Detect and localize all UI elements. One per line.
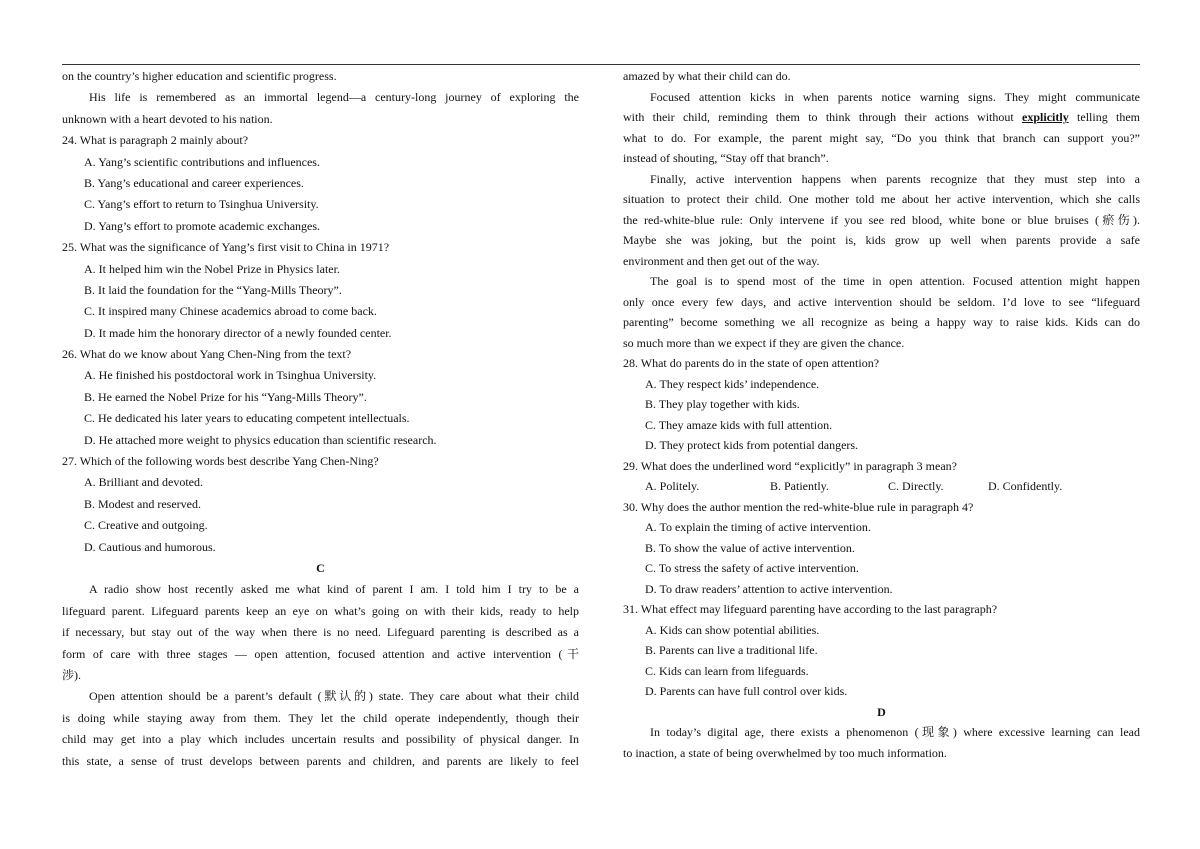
question-option: C. They amaze kids with full attention.	[645, 417, 833, 432]
paragraph-line: to inaction, a state of being overwhelmed by too much information.	[623, 745, 947, 760]
question-option: A. Brilliant and devoted.	[84, 475, 203, 490]
underlined-word: explicitly	[1022, 110, 1069, 124]
question-option: D. To draw readers’ attention to active intervention.	[645, 581, 893, 596]
paragraph-line: In today’s digital age, there exists a phenomenon (现象) where excessive learning can lead	[650, 725, 1140, 739]
line-text: telling them	[1068, 110, 1140, 124]
paragraph-line: form of care with three stages — open attention, focused attention and active intervention (干	[62, 646, 579, 661]
question-option: B. It laid the foundation for the “Yang-Mills Theory”.	[84, 282, 342, 297]
paragraph-line: is doing while staying away from them. They let the child operate independently, though their	[62, 710, 579, 725]
question-option: B. Yang’s educational and career experiences.	[84, 175, 304, 190]
question-options-row	[623, 476, 1140, 497]
question-option: D. He attached more weight to physics education than scientific research.	[84, 432, 437, 447]
left-column	[62, 66, 579, 772]
question-stem: 26. What do we know about Yang Chen-Ning from the text?	[62, 347, 352, 362]
question-stem: 24. What is paragraph 2 mainly about?	[62, 133, 249, 148]
question-option: D. Yang’s effort to promote academic exchanges.	[84, 218, 321, 233]
question-option: A. Yang’s scientific contributions and influences.	[84, 154, 320, 169]
paragraph-line: His life is remembered as an immortal legend—a century-long journey of exploring the	[89, 90, 579, 105]
question-stem: 29. What does the underlined word “explicitly” in paragraph 3 mean?	[623, 458, 957, 473]
paragraph-line: The goal is to spend most of the time in open attention. Focused attention might happen	[650, 274, 1140, 288]
paragraph-line: the red-white-blue rule: Only intervene if you see red blood, white bone or blue bruises (瘀伤).	[623, 212, 1140, 227]
line-text: with their child, reminding them to think through their actions without	[623, 110, 1023, 124]
paragraph-line: if necessary, but stay out of the way when there is no need. Lifeguard parenting is described as a	[62, 625, 579, 640]
question-option: C. He dedicated his later years to educating competent intellectuals.	[84, 411, 410, 426]
section-heading-c: C	[316, 560, 325, 575]
question-option: C. It inspired many Chinese academics abroad to come back.	[84, 304, 377, 319]
question-stem: 31. What effect may lifeguard parenting have according to the last paragraph?	[623, 602, 998, 616]
paragraph-line: child may get into a play which includes uncertain results and possibility of physical danger. In	[62, 732, 579, 747]
question-option: A. Politely.	[645, 479, 700, 493]
question-stem: 27. Which of the following words best describe Yang Chen-Ning?	[62, 454, 379, 469]
question-option: B. They play together with kids.	[645, 397, 800, 411]
question-option: C. To stress the safety of active intervention.	[645, 561, 859, 575]
paragraph-line: so much more than we expect if they are given the chance.	[623, 335, 905, 350]
question-option: A. It helped him win the Nobel Prize in Physics later.	[84, 261, 340, 276]
paragraph-line: parenting” become something we all recognize as being a happy way to raise kids. Kids can do	[623, 315, 1140, 329]
question-option: B. To show the value of active intervention.	[645, 540, 855, 555]
question-option: C. Yang’s effort to return to Tsinghua University.	[84, 197, 319, 212]
question-stem: 28. What do parents do in the state of open attention?	[623, 356, 880, 370]
paragraph-line: Focused attention kicks in when parents notice warning signs. They might communicate	[650, 89, 1140, 104]
paragraph-line: lifeguard parent. Lifeguard parents keep an eye on what’s going on with their kids, ready to help	[62, 603, 579, 618]
question-option: B. He earned the Nobel Prize for his “Yang-Mills Theory”.	[84, 389, 367, 404]
paragraph-line: A radio show host recently asked me what kind of parent I am. I told him I try to be a	[89, 582, 579, 597]
question-option: D. Parents can have full control over kids.	[645, 684, 848, 698]
paragraph-line: Finally, active intervention happens when parents recognize that they must step into a	[650, 171, 1140, 186]
question-option: A. Kids can show potential abilities.	[645, 622, 820, 637]
question-option: A. They respect kids’ independence.	[645, 376, 820, 391]
question-option: A. He finished his postdoctoral work in Tsinghua University.	[84, 368, 377, 383]
paragraph-continuation: on the country’s higher education and scientific progress.	[62, 69, 337, 83]
paragraph-line: unknown with a heart devoted to his nation.	[62, 111, 273, 126]
section-heading-d: D	[877, 704, 886, 719]
question-option: A. To explain the timing of active intervention.	[645, 520, 871, 534]
top-rule	[62, 64, 1140, 65]
paragraph-line: environment and then get out of the way.	[623, 253, 820, 268]
question-option: D. It made him the honorary director of a newly founded center.	[84, 325, 392, 340]
question-option: D. Confidently.	[988, 479, 1063, 493]
paragraph-line: situation to protect their child. One mother told me about her active intervention, which she calls	[623, 192, 1140, 206]
question-option: C. Creative and outgoing.	[84, 518, 208, 533]
question-option: D. They protect kids from potential dangers.	[645, 438, 859, 452]
question-stem: 30. Why does the author mention the red-white-blue rule in paragraph 4?	[623, 499, 974, 514]
question-option: B. Patiently.	[770, 479, 829, 493]
question-option: C. Kids can learn from lifeguards.	[645, 663, 809, 678]
paragraph-line: only once every few days, and active intervention should be seldom. I’d love to see “lifeguard	[623, 294, 1140, 309]
paragraph-line: what to do. For example, the parent might say, “Do you think that branch can support you?”	[623, 130, 1140, 145]
paragraph-line	[623, 107, 1140, 128]
paragraph-continuation: amazed by what their child can do.	[623, 69, 791, 83]
question-stem: 25. What was the significance of Yang’s first visit to China in 1971?	[62, 240, 390, 255]
question-option: B. Parents can live a traditional life.	[645, 643, 818, 657]
paragraph-line: this state, a sense of trust develops between parents and children, and parents are likely to feel	[62, 753, 579, 768]
question-option: B. Modest and reserved.	[84, 496, 201, 511]
question-option: D. Cautious and humorous.	[84, 539, 216, 554]
paragraph-line: Open attention should be a parent’s default (默认的) state. They care about what their child	[89, 689, 579, 704]
paragraph-line: 涉).	[62, 667, 81, 682]
paragraph-line: instead of shouting, “Stay off that branch”.	[623, 151, 829, 165]
question-option: C. Directly.	[888, 479, 944, 493]
paragraph-line: Maybe she was joking, but the point is, kids grow up well when parents provide a safe	[623, 233, 1140, 247]
right-column	[623, 66, 1140, 763]
